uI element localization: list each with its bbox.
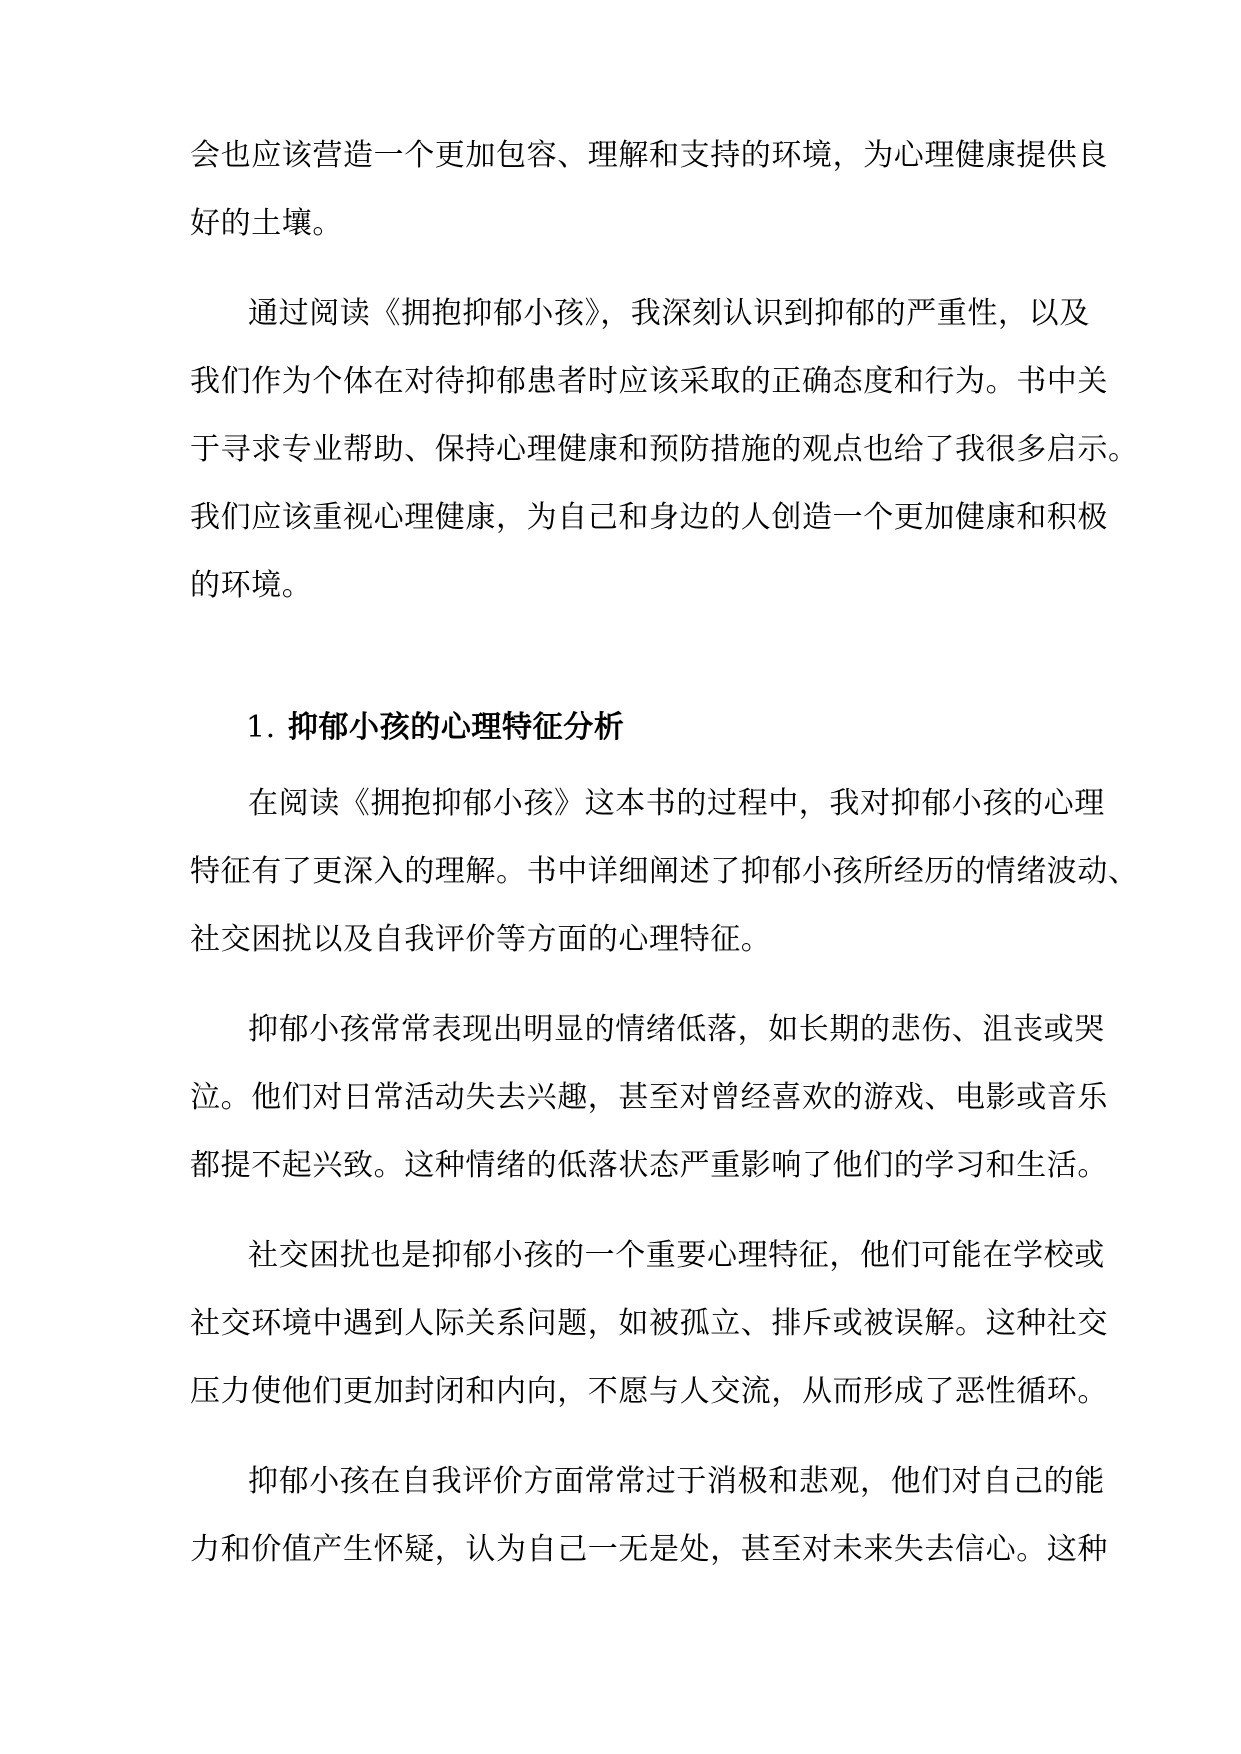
paragraph-line: 好的土壤。 xyxy=(190,206,343,241)
paragraph-line: 抑郁小孩在自我评价方面常常过于消极和悲观，他们对自己的能 xyxy=(248,1464,1105,1499)
paragraph-line: 通过阅读《拥抱抑郁小孩》，我深刻认识到抑郁的严重性，以及 xyxy=(248,296,1090,331)
paragraph-line: 社交困扰以及自我评价等方面的心理特征。 xyxy=(190,922,772,957)
paragraph-line: 于寻求专业帮助、保持心理健康和预防措施的观点也给了我很多启示。 xyxy=(190,432,1139,467)
paragraph-line: 的环境。 xyxy=(190,568,313,603)
paragraph-line: 我们作为个体在对待抑郁患者时应该采取的正确态度和行为。书中关 xyxy=(190,364,1108,399)
paragraph-line: 会也应该营造一个更加包容、理解和支持的环境，为心理健康提供良 xyxy=(190,138,1108,173)
paragraph-line: 都提不起兴致。这种情绪的低落状态严重影响了他们的学习和生活。 xyxy=(190,1148,1108,1183)
paragraph-line: 在阅读《拥抱抑郁小孩》这本书的过程中，我对抑郁小孩的心理 xyxy=(248,786,1105,821)
section-number: 1. xyxy=(246,710,276,745)
section-title: 抑郁小孩的心理特征分析 xyxy=(287,710,625,745)
paragraph-line: 压力使他们更加封闭和内向，不愿与人交流，从而形成了恶性循环。 xyxy=(190,1374,1108,1409)
paragraph-line: 我们应该重视心理健康，为自己和身边的人创造一个更加健康和积极 xyxy=(190,500,1108,535)
paragraph-line: 抑郁小孩常常表现出明显的情绪低落，如长期的悲伤、沮丧或哭 xyxy=(248,1012,1105,1047)
paragraph-line: 特征有了更深入的理解。书中详细阐述了抑郁小孩所经历的情绪波动、 xyxy=(190,854,1139,889)
paragraph-line: 社交环境中遇到人际关系问题，如被孤立、排斥或被误解。这种社交 xyxy=(190,1306,1108,1341)
paragraph-line: 泣。他们对日常活动失去兴趣，甚至对曾经喜欢的游戏、电影或音乐 xyxy=(190,1080,1108,1115)
paragraph-line: 力和价值产生怀疑，认为自己一无是处，甚至对未来失去信心。这种 xyxy=(190,1532,1108,1567)
paragraph-line: 社交困扰也是抑郁小孩的一个重要心理特征，他们可能在学校或 xyxy=(248,1238,1105,1273)
section-heading xyxy=(246,708,624,748)
